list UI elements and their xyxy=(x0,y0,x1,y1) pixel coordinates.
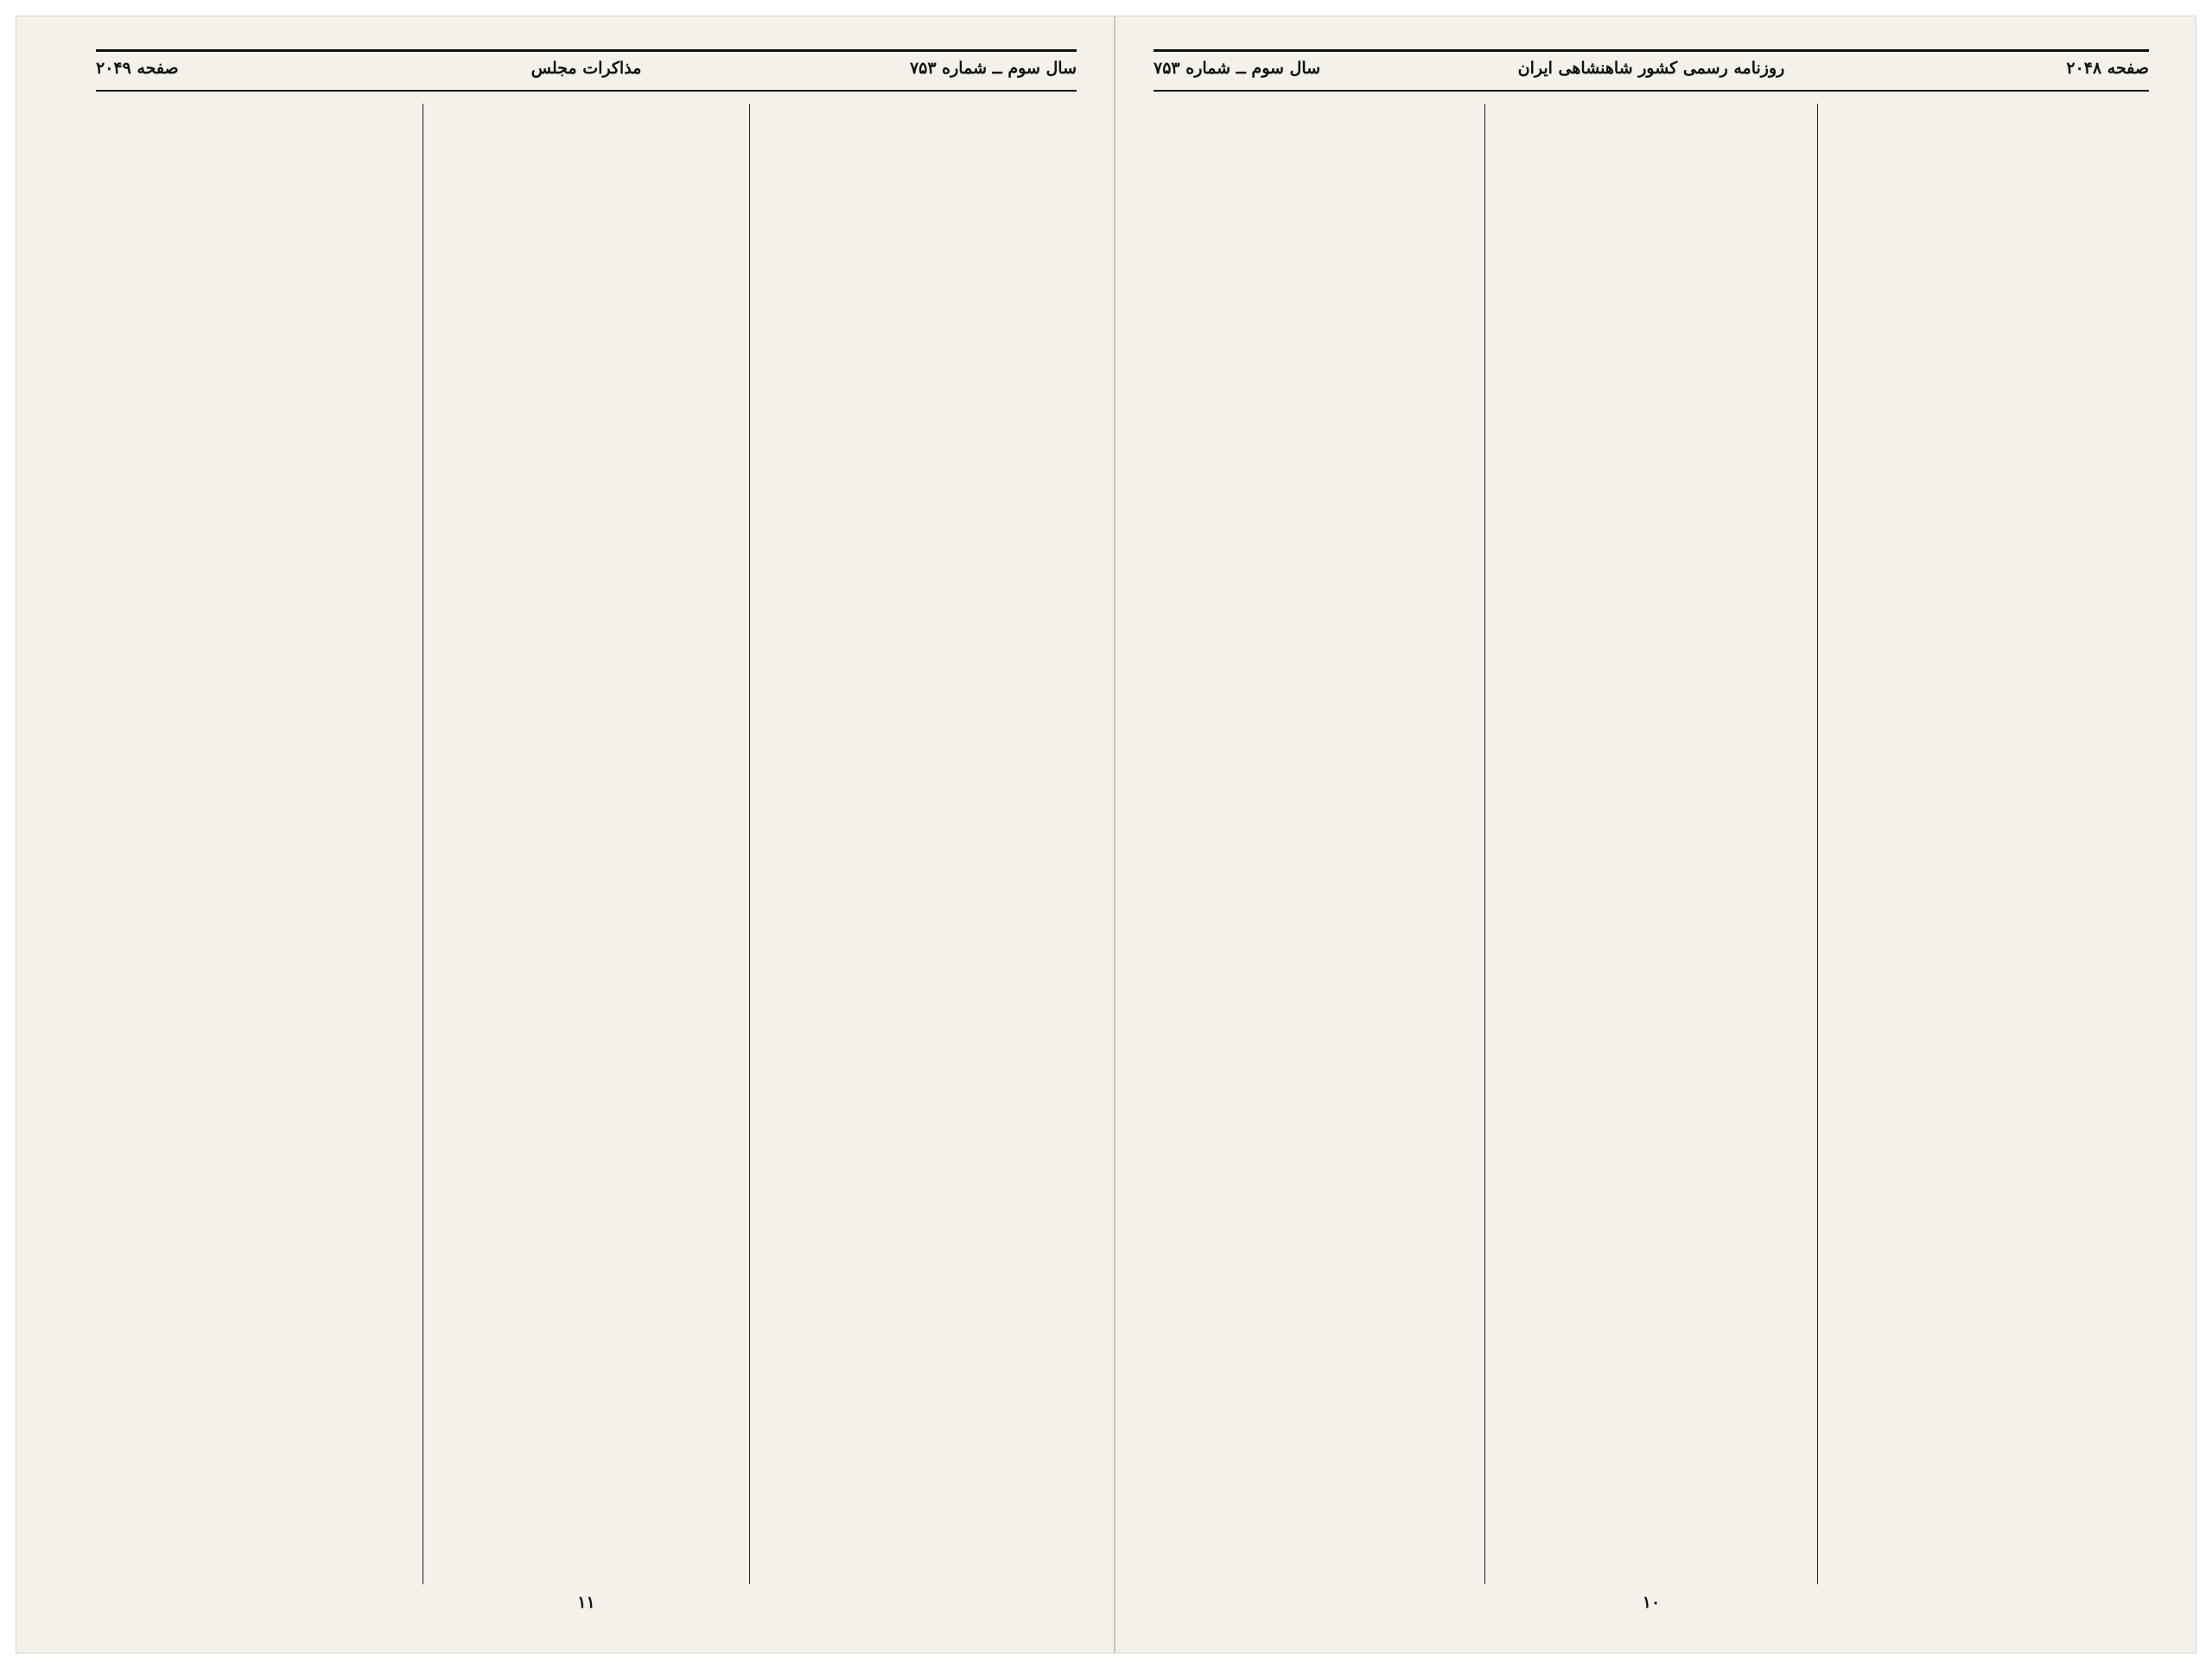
left-page xyxy=(96,49,1077,1612)
left-column-3 xyxy=(96,104,423,1584)
right-column-2 xyxy=(1485,104,1817,1584)
left-header-rule xyxy=(96,90,1077,92)
left-column-1 xyxy=(750,104,1077,1584)
right-page-columns xyxy=(1154,104,2149,1584)
left-column-2 xyxy=(423,104,751,1584)
right-folio: ۱۰ xyxy=(1642,1593,1661,1612)
left-page-header xyxy=(96,59,1077,93)
left-section-title: مذاکرات مجلس xyxy=(531,59,642,78)
right-publication-title: روزنامه رسمی کشور شاهنشاهی ایران xyxy=(1517,59,1785,78)
left-page-columns xyxy=(96,104,1077,1584)
right-page-number: صفحه ۲۰۴۸ xyxy=(2066,59,2149,78)
page-gutter xyxy=(1114,16,1116,1653)
newspaper-spread xyxy=(16,16,2196,1653)
left-page-number: صفحه ۲۰۴۹ xyxy=(96,59,179,78)
right-column-3 xyxy=(1154,104,1485,1584)
right-issue-label: سال سوم ــ شماره ۷۵۳ xyxy=(1154,59,1321,78)
left-folio: ۱۱ xyxy=(577,1593,595,1612)
right-column-1 xyxy=(1818,104,2149,1584)
right-page-header xyxy=(1154,59,2149,93)
right-header-rule xyxy=(1154,90,2149,92)
left-issue-label: سال سوم ــ شماره ۷۵۳ xyxy=(909,59,1077,78)
right-page xyxy=(1154,49,2149,1612)
